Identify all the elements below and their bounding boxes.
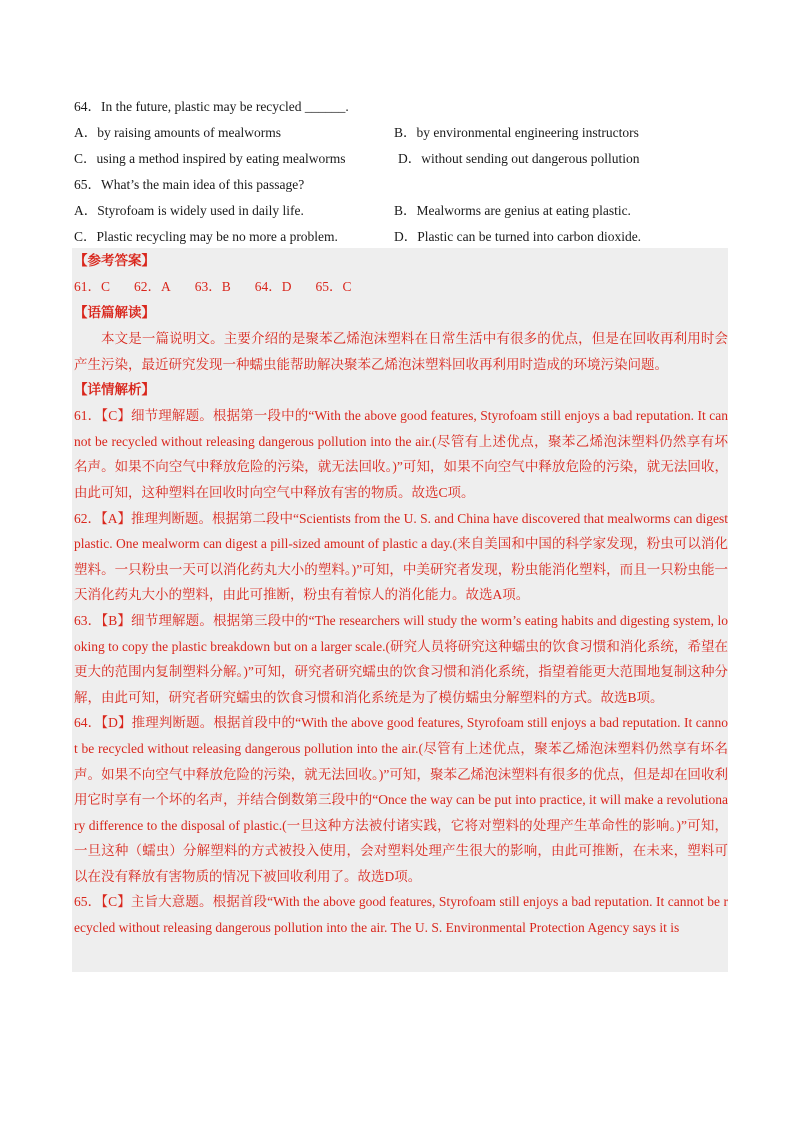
question-65-options-row-1 <box>74 198 734 224</box>
analysis-63: 63．【B】细节理解题。根据第三段中的“The researchers will study the worm’s eating habits and digesting system, looking to copy the plastic breakdown but on a larger scale.(研究人员将研究这种蠕虫的饮食习惯和消化系统，希望在更大的范围内复制塑料分解。)”可知，研究者研究蠕虫的饮食习惯和消化系统，指望着能更大范围地复制这种分解，由此可知，研究者研究蠕虫的饮食习惯和消化系统是为了模仿蠕虫分解塑料的方式。故选B项。 <box>74 612 728 705</box>
question-64-options-row-2 <box>74 146 734 172</box>
question-64-option-c: C．using a method inspired by eating mealworms <box>74 151 346 166</box>
answer-key-61: 61．C <box>74 279 111 294</box>
question-64-options-row-1 <box>74 120 734 146</box>
question-64-option-b: B．by environmental engineering instructors <box>394 125 639 140</box>
analysis-62: 62．【A】推理判断题。根据第二段中“Scientists from the U. S. and China have discovered that mealworms can digest plastic. One mealworm can digest a pill-sized amount of plastic a day.(来自美国和中国的科学家发现，粉虫可以消化塑料。一只粉虫一天可以消化药丸大小的塑料。)”可知，中美研究者发现，粉虫能消化塑料，而且一只粉虫能一天消化药丸大小的塑料，由此可推断，粉虫有着惊人的消化能力。故选A项。 <box>74 510 728 603</box>
reference-answer-heading: 【参考答案】 <box>74 253 155 268</box>
question-65-stem: 65．What’s the main idea of this passage? <box>74 177 305 192</box>
question-65-option-a: A．Styrofoam is widely used in daily life. <box>74 203 304 218</box>
question-64-option-a: A．by raising amounts of mealworms <box>74 125 281 140</box>
question-65-options-row-2 <box>74 224 734 250</box>
question-65-option-b: B．Mealworms are genius at eating plastic. <box>394 203 631 218</box>
detailed-analysis-heading: 【详情解析】 <box>74 382 155 398</box>
analysis-65: 65．【C】主旨大意题。根据首段“With the above good features, Styrofoam still enjoys a bad reputation. It cannot be recycled without releasing dangerous pollution into the air. The U. S. Environmental Protection Agency says it is <box>74 894 728 936</box>
answer-key-63: 63．B <box>194 279 231 294</box>
answer-key-62: 62．A <box>134 279 171 294</box>
question-64-stem: 64．In the future, plastic may be recycled ______. <box>74 99 349 114</box>
passage-summary: 本文是一篇说明文。主要介绍的是聚苯乙烯泡沫塑料在日常生活中有很多的优点，但是在回收再利用时会产生污染，最近研究发现一种蠕虫能帮助解决聚苯乙烯泡沫塑料回收再利用时造成的环境污染问题。 <box>74 331 728 372</box>
answer-key-65: 65．C <box>315 279 352 294</box>
answer-section <box>72 248 728 972</box>
answer-key-64: 64．D <box>254 279 292 294</box>
answer-keys <box>74 274 728 300</box>
question-65-option-d: D．Plastic can be turned into carbon dioxide. <box>394 229 642 244</box>
question-65-option-c: C．Plastic recycling may be no more a problem. <box>74 229 338 244</box>
analysis-61: 61．【C】细节理解题。根据第一段中的“With the above good features, Styrofoam still enjoys a bad reputation. It cannot be recycled without releasing dangerous pollution into the air.(尽管有上述优点，聚苯乙烯泡沫塑料仍然享有坏名声。如果不向空气中释放危险的污染，就无法回收。)”可知，如果不向空气中释放危险的污染，就无法回收，由此可知，这种塑料在回收时向空气中释放有害的物质。故选C项。 <box>74 408 728 500</box>
question-64-option-d: D．without sending out dangerous pollution <box>398 151 640 166</box>
question-block <box>74 94 734 250</box>
analysis-64: 64．【D】推理判断题。根据首段中的“With the above good features, Styrofoam still enjoys a bad reputation. It cannot be recycled without releasing dangerous pollution into the air.(尽管有上述优点，聚苯乙烯泡沫塑料仍然享有坏名声。如果不向空气中释放危险的污染，就无法回收。)”可知，聚苯乙烯泡沫塑料有很多的优点，但是却在回收利用它时享有一个坏的名声，并结合倒数第三段中的“Once the way can be put into practice, it will make a revolutionary difference to the disposal of plastic.(一旦这种方法被付诸实践，它将对塑料的处理产生革命性的影响。)”可知，一旦这种（蠕虫）分解塑料的方式被投入使用，会对塑料处理产生很大的影响，由此可推断，在未来，塑料可以在没有释放有害物质的情况下被回收利用了。故选D项。 <box>74 715 728 884</box>
passage-summary-heading: 【语篇解读】 <box>74 305 155 320</box>
